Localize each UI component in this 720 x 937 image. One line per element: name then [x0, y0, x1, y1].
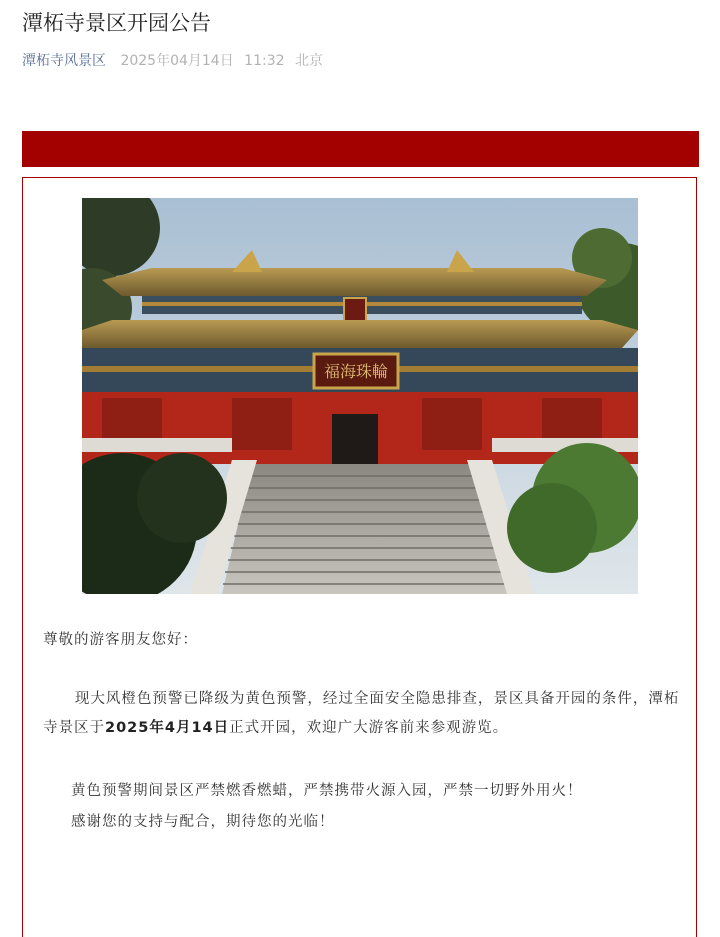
publish-date: 2025年04月14日	[120, 53, 234, 69]
announcement-paragraph	[43, 685, 683, 743]
plaque-text: 福海珠輪	[323, 362, 389, 381]
temple-photo[interactable]	[82, 198, 638, 594]
publish-location: 北京	[294, 53, 323, 69]
article-meta	[22, 51, 323, 71]
fire-ban-notice: 黄色预警期间景区严禁燃香燃蜡，严禁携带火源入园，严禁一切野外用火！	[71, 783, 583, 799]
greeting-text: 尊敬的游客朋友您好：	[43, 632, 198, 648]
thanks-text: 感谢您的支持与配合，期待您的光临！	[71, 814, 335, 830]
paragraph-text: 现大风橙色预警已降级为黄色预警，经过全面安全隐患排查，景区具备开园的条件，潭柘寺景区于	[43, 691, 680, 736]
paragraph-text: 正式开园，欢迎广大游客前来参观游览。	[229, 720, 509, 736]
account-name-link[interactable]: 潭柘寺风景区	[22, 53, 106, 69]
opening-date: 2025年4月14日	[105, 720, 230, 736]
publish-time: 11:32	[244, 53, 285, 69]
article-title: 潭柘寺景区开园公告	[22, 11, 211, 35]
header-banner	[22, 131, 699, 167]
